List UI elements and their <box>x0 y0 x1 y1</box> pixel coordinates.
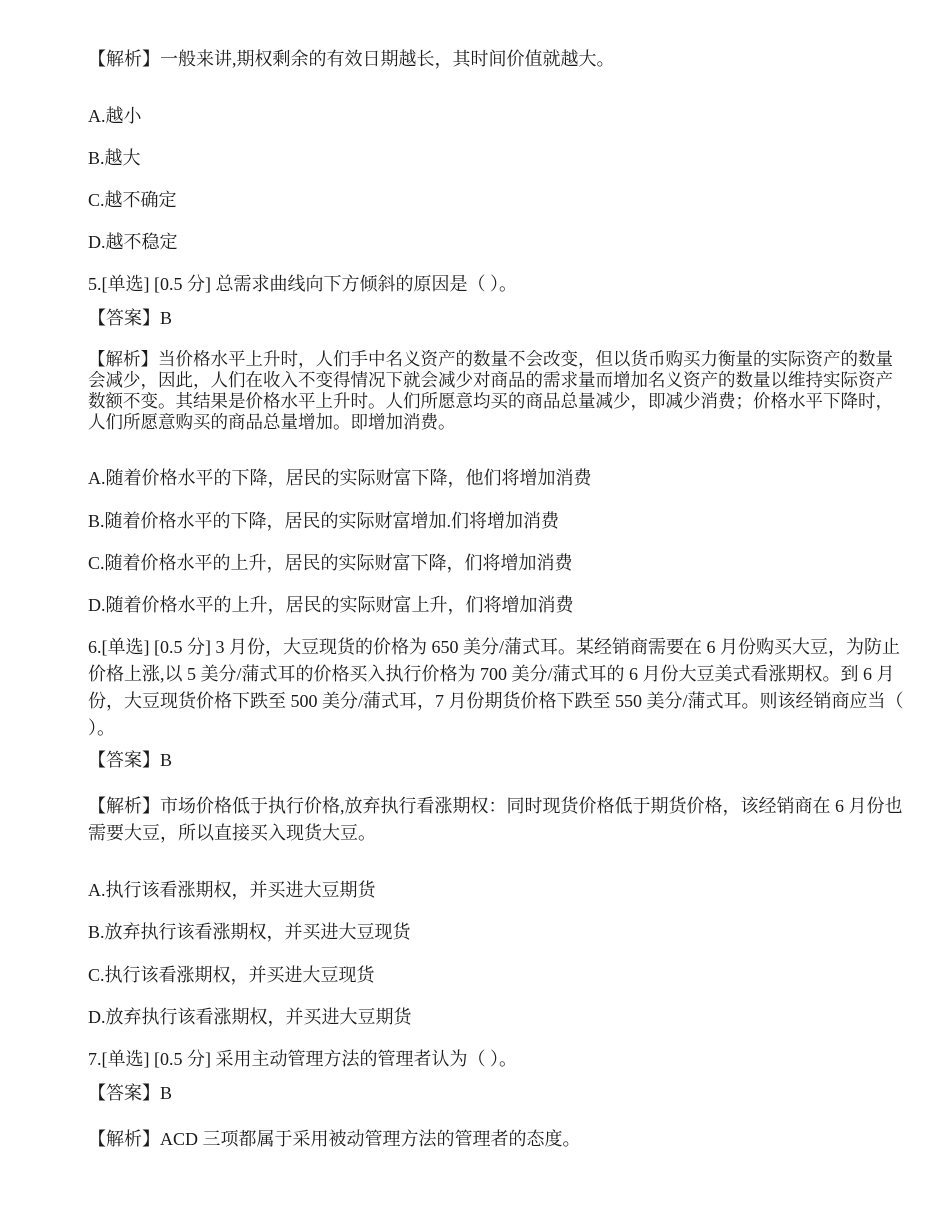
q7-question: 7.[单选] [0.5 分] 采用主动管理方法的管理者认为（ ）。 <box>88 1049 517 1069</box>
q6-option-d: D.放弃执行该看涨期权，并买进大豆期货 <box>88 1007 412 1027</box>
q7-answer: 【答案】B <box>88 1083 173 1103</box>
q6-option-a: A.执行该看涨期权，并买进大豆期货 <box>88 880 376 900</box>
q6-analysis: 【解析】市场价格低于执行价格,放弃执行看涨期权：同时现货价格低于期货价格，该经销商在 6 月份也需要大豆，所以直接买入现货大豆。 <box>88 796 903 843</box>
q5-option-c: C.随着价格水平的上升，居民的实际财富下降，们将增加消费 <box>88 553 573 573</box>
q7-analysis: 【解析】ACD 三项都属于采用被动管理方法的管理者的态度。 <box>88 1129 581 1149</box>
q5-analysis: 【解析】当价格水平上升时，人们手中名义资产的数量不会改变，但以货币购买力衡量的实际资产的数量会减少，因此，人们在收入不变得情况下就会减少对商品的需求量而增加名义资产的数量以维持实际资产数额不变。其结果是价格水平上升时。人们所愿意均买的商品总量减少，即减少消费；价格水平下降时，人们所愿意购买的商品总量增加。即增加消费。 <box>88 349 893 432</box>
q4-option-a: A.越小 <box>88 106 142 126</box>
q6-option-c: C.执行该看涨期权，并买进大豆现货 <box>88 965 375 985</box>
q4-option-b: B.越大 <box>88 148 141 168</box>
q4-option-c: C.越不确定 <box>88 190 177 210</box>
q6-option-b: B.放弃执行该看涨期权，并买进大豆现货 <box>88 922 411 942</box>
q5-option-b: B.随着价格水平的下降，居民的实际财富增加.们将增加消费 <box>88 511 560 531</box>
q4-analysis: 【解析】一般来讲,期权剩余的有效日期越长，其时间价值就越大。 <box>88 49 615 69</box>
q5-option-d: D.随着价格水平的上升，居民的实际财富上升，们将增加消费 <box>88 595 574 615</box>
q5-option-a: A.随着价格水平的下降，居民的实际财富下降，他们将增加消费 <box>88 468 592 488</box>
q5-answer: 【答案】B <box>88 308 173 328</box>
q4-option-d: D.越不稳定 <box>88 232 178 252</box>
q6-answer: 【答案】B <box>88 750 173 770</box>
q5-question: 5.[单选] [0.5 分] 总需求曲线向下方倾斜的原因是（ ）。 <box>88 274 517 294</box>
q6-question: 6.[单选] [0.5 分] 3 月份，大豆现货的价格为 650 美分/蒲式耳。某经销商需要在 6 月份购买大豆，为防止价格上涨,以 5 美分/蒲式耳的价格买入执行价格为 700 美分/蒲式耳的 6 月份大豆美式看涨期权。到 6 月份，大豆现货价格下跌至 500 美分/蒲式耳，7 月份期货价格下跌至 550 美分/蒲式耳。则该经销商应当（ ）。 <box>88 637 904 738</box>
